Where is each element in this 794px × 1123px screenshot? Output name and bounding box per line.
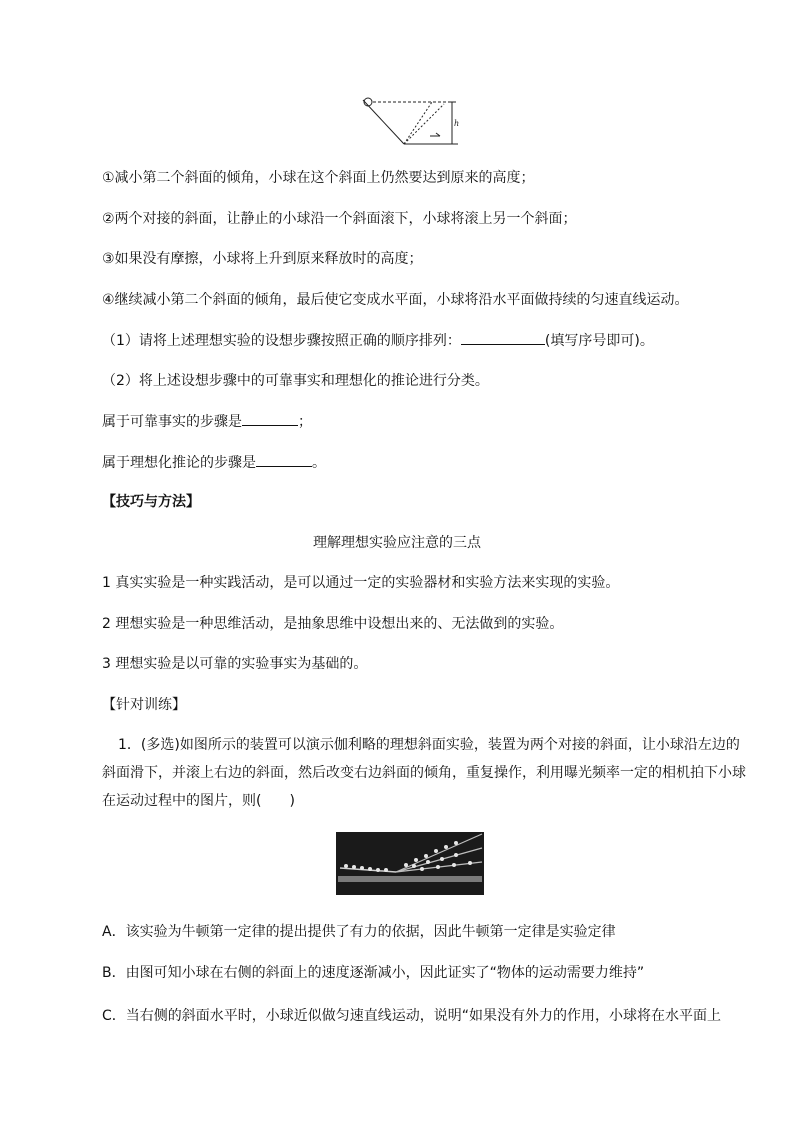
- step-2: ②两个对接的斜面，让静止的小球沿一个斜面滚下，小球将滚上另一个斜面；: [102, 211, 577, 227]
- experiment-photo: [336, 832, 484, 895]
- option-c[interactable]: C．当右侧的斜面水平时，小球近似做匀速直线运动，说明“如果没有外力的作用，小球将在水平面上: [102, 1008, 722, 1024]
- fact-steps-end: ；: [298, 414, 312, 430]
- question-1: [102, 330, 654, 351]
- tip-3: 3 理想实验是以可靠的实验事实为基础的。: [102, 656, 368, 672]
- section-training-heading: 【针对训练】: [102, 697, 186, 713]
- ideal-steps-end: 。: [312, 455, 326, 471]
- problem-1-line-3: 在运动过程中的图片，则( ): [102, 793, 295, 809]
- right-slope-steep: [404, 102, 432, 144]
- option-b[interactable]: B．由图可知小球在右侧的斜面上的速度逐渐减小，因此证实了“物体的运动需要力维持”: [102, 965, 645, 981]
- problem-1-line-1: 1．(多选)如图所示的装置可以演示伽利略的理想斜面实验，装置为两个对接的斜面，让小球沿左边的: [118, 737, 740, 753]
- question-1-hint: (填写序号即可)。: [544, 333, 654, 349]
- fact-steps-line: [102, 411, 312, 432]
- problem-1-line-2: 斜面滑下，并滚上右边的斜面，然后改变右边斜面的倾角，重复操作，利用曝光频率一定的相机拍下小球: [102, 765, 746, 781]
- tip-1: 1 真实实验是一种实践活动，是可以通过一定的实验器材和实验方法来实现的实验。: [102, 575, 620, 591]
- order-answer-blank[interactable]: [461, 330, 545, 345]
- section-tips-heading: 【技巧与方法】: [102, 494, 200, 510]
- right-slope-mid: [404, 104, 444, 144]
- tip-2: 2 理想实验是一种思维活动，是抽象思维中设想出来的、无法做到的实验。: [102, 616, 564, 632]
- question-1-prompt: （1）请将上述理想实验的设想步骤按照正确的顺序排列：: [102, 333, 461, 349]
- experiment-photo-drawing: [336, 832, 484, 895]
- step-1: ①减小第二个斜面的倾角，小球在这个斜面上仍然要达到原来的高度；: [102, 170, 535, 186]
- ideal-steps-blank[interactable]: [256, 452, 312, 467]
- step-4: ④继续减小第二个斜面的倾角，最后使它变成水平面，小球将沿水平面做持续的匀速直线运动。: [102, 292, 689, 308]
- option-a[interactable]: A．该实验为牛顿第一定律的提出提供了有力的依据，因此牛顿第一定律是实验定律: [102, 924, 616, 940]
- fact-steps-blank[interactable]: [242, 411, 298, 426]
- photo-base: [338, 876, 482, 882]
- fact-steps-label: 属于可靠事实的步骤是: [102, 414, 242, 430]
- step-3: ③如果没有摩擦，小球将上升到原来释放时的高度；: [102, 251, 423, 267]
- left-slope: [363, 100, 404, 144]
- height-label: h: [454, 119, 460, 128]
- inclined-plane-diagram: [360, 96, 470, 148]
- ideal-steps-line: [102, 452, 326, 473]
- question-2: （2）将上述设想步骤中的可靠事实和理想化的推论进行分类。: [102, 373, 489, 389]
- ideal-steps-label: 属于理想化推论的步骤是: [102, 455, 256, 471]
- tips-title: 理解理想实验应注意的三点: [313, 535, 481, 551]
